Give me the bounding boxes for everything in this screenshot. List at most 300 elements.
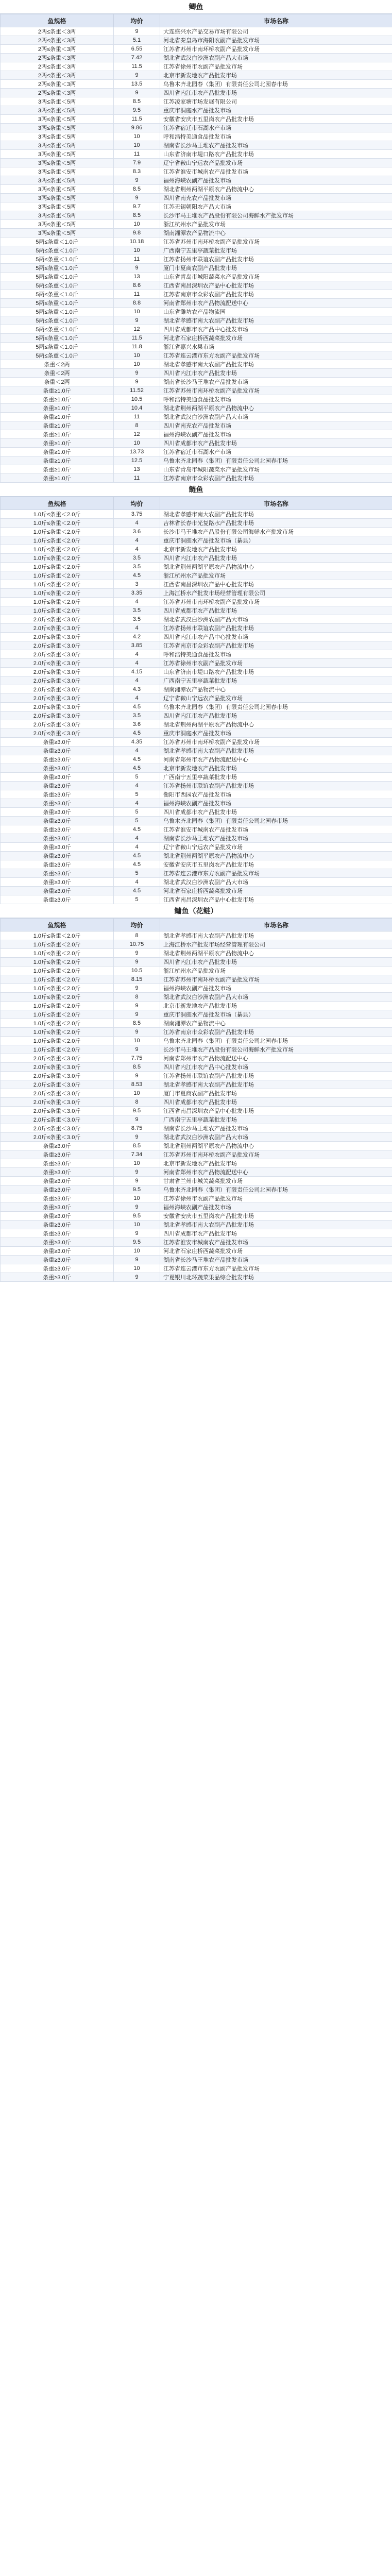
- spec-cell: 1.0斤≤条重＜2.0斤: [1, 931, 114, 940]
- table-row: [1, 668, 392, 676]
- price-cell: 11.5: [114, 334, 160, 343]
- market-cell: 安徽省安庆市五里岗农产品批发市场: [160, 115, 392, 124]
- price-cell: 9.8: [114, 229, 160, 238]
- spec-cell: 条重≥3.0斤: [1, 1203, 114, 1212]
- table-row: [1, 325, 392, 334]
- price-cell: 5: [114, 773, 160, 782]
- price-cell: 4: [114, 545, 160, 554]
- price-cell: 7.42: [114, 54, 160, 62]
- spec-cell: 条重≥1.0斤: [1, 430, 114, 439]
- table-row: [1, 975, 392, 984]
- spec-cell: 条重≥1.0斤: [1, 465, 114, 474]
- price-cell: 4: [114, 834, 160, 843]
- spec-cell: 2.0斤≤条重＜3.0斤: [1, 1089, 114, 1098]
- table-row: [1, 703, 392, 711]
- price-cell: 3.5: [114, 615, 160, 624]
- market-cell: 衡阳市西园农产品批发市场: [160, 790, 392, 799]
- spec-cell: 条重≥3.0斤: [1, 843, 114, 852]
- price-cell: 3.6: [114, 720, 160, 729]
- price-cell: 9.5: [114, 106, 160, 115]
- table-row: [1, 246, 392, 255]
- spec-cell: 2.0斤≤条重＜3.0斤: [1, 615, 114, 624]
- market-cell: 湖北省孝感市南大农副产品批发市场: [160, 510, 392, 519]
- market-cell: 甘肃省兰州市城关蔬菜批发市场: [160, 1177, 392, 1185]
- market-cell: 湖北省孝感市南大农副产品批发市场: [160, 360, 392, 369]
- table-row: [1, 895, 392, 904]
- market-cell: 河南省郑州市农产品物流配送中心: [160, 299, 392, 308]
- table-row: [1, 931, 392, 940]
- price-cell: 12: [114, 430, 160, 439]
- table-row: [1, 1221, 392, 1229]
- market-cell: 呼和浩特美通食品批发市场: [160, 132, 392, 141]
- table-row: [1, 825, 392, 834]
- table-row: [1, 45, 392, 54]
- spec-cell: 条重≥3.0斤: [1, 799, 114, 808]
- spec-cell: 条重≥3.0斤: [1, 1229, 114, 1238]
- market-cell: 江苏省苏州市南环桥农副产品批发市场: [160, 1150, 392, 1159]
- table-row: [1, 1142, 392, 1150]
- table-row: [1, 220, 392, 229]
- price-cell: 4: [114, 598, 160, 606]
- table-row: [1, 1133, 392, 1142]
- table-row: [1, 949, 392, 958]
- market-cell: 广西南宁五里亭蔬菜批发市场: [160, 1115, 392, 1124]
- table-row: [1, 1203, 392, 1212]
- spec-cell: 1.0斤≤条重＜2.0斤: [1, 967, 114, 975]
- table-row: [1, 694, 392, 703]
- spec-cell: 条重≥1.0斤: [1, 413, 114, 421]
- spec-cell: 3两≤条重＜5两: [1, 141, 114, 150]
- price-cell: 10: [114, 132, 160, 141]
- spec-cell: 3两≤条重＜5两: [1, 229, 114, 238]
- market-cell: 广西南宁五里亭蔬菜批发市场: [160, 676, 392, 685]
- table-row: [1, 1028, 392, 1037]
- table-row: [1, 1168, 392, 1177]
- table-header-row: [1, 14, 392, 27]
- price-cell: 10: [114, 141, 160, 150]
- market-cell: 河北省石家庄桥西蔬菜批发市场: [160, 887, 392, 895]
- market-cell: 山东省济南市堤口路农产品批发市场: [160, 150, 392, 159]
- spec-cell: 条重≥1.0斤: [1, 439, 114, 448]
- price-cell: 3.5: [114, 554, 160, 563]
- market-cell: 湖北省孝感市南大农副产品批发市场: [160, 316, 392, 325]
- section-title: 鳙鱼（花鲢）: [0, 904, 392, 918]
- price-cell: 3.6: [114, 528, 160, 536]
- market-cell: 厦门市夏商农副产品批发市场: [160, 264, 392, 273]
- table-row: [1, 378, 392, 386]
- price-cell: 4.15: [114, 668, 160, 676]
- market-cell: 北京市新发地农产品批发市场: [160, 71, 392, 80]
- table-row: [1, 132, 392, 141]
- market-cell: 江苏省苏州市南环桥农副产品批发市场: [160, 975, 392, 984]
- price-cell: 9: [114, 1203, 160, 1212]
- price-cell: 10: [114, 1264, 160, 1273]
- market-cell: 四川省内江市农产品中心批发市场: [160, 1063, 392, 1072]
- market-cell: 长沙市马王堆农产品股份有限公司海鲜水产批发市场: [160, 528, 392, 536]
- table-row: [1, 202, 392, 211]
- table-row: [1, 729, 392, 738]
- price-cell: 4: [114, 747, 160, 755]
- spec-cell: 1.0斤≤条重＜2.0斤: [1, 1010, 114, 1019]
- price-cell: 7.9: [114, 159, 160, 167]
- table-row: [1, 1177, 392, 1185]
- spec-cell: 3两≤条重＜5两: [1, 115, 114, 124]
- table-row: [1, 290, 392, 299]
- price-cell: 10: [114, 220, 160, 229]
- table-row: [1, 589, 392, 598]
- market-cell: 湖北省武汉白沙洲农副产品大市场: [160, 615, 392, 624]
- price-document: [0, 0, 392, 1282]
- spec-cell: 2.0斤≤条重＜3.0斤: [1, 1054, 114, 1063]
- table-row: [1, 641, 392, 650]
- price-cell: 11.5: [114, 115, 160, 124]
- market-cell: 河北省石家庄桥西蔬菜批发市场: [160, 1247, 392, 1256]
- price-cell: 4.2: [114, 633, 160, 641]
- price-cell: 13.73: [114, 448, 160, 456]
- market-cell: 四川省内江市农产品批发市场: [160, 89, 392, 97]
- spec-cell: 条重≥3.0斤: [1, 817, 114, 825]
- market-cell: 四川省南充农产品批发市场: [160, 194, 392, 202]
- market-cell: 江苏省南京市众彩农副产品批发市场: [160, 1028, 392, 1037]
- spec-cell: 条重≥3.0斤: [1, 1238, 114, 1247]
- market-cell: 湖北省武汉白沙洲农副产品大市场: [160, 54, 392, 62]
- table-row: [1, 343, 392, 351]
- price-cell: 5: [114, 790, 160, 799]
- column-header-price: 均价: [114, 14, 160, 27]
- spec-cell: 2.0斤≤条重＜3.0斤: [1, 650, 114, 659]
- table-row: [1, 817, 392, 825]
- price-cell: 3.5: [114, 563, 160, 571]
- spec-cell: 1.0斤≤条重＜2.0斤: [1, 563, 114, 571]
- market-cell: 江苏省扬州市联谊农副产品批发市场: [160, 782, 392, 790]
- table-row: [1, 1273, 392, 1282]
- spec-cell: 1.0斤≤条重＜2.0斤: [1, 580, 114, 589]
- table-row: [1, 54, 392, 62]
- market-cell: 四川省内江市农产品中心批发市场: [160, 633, 392, 641]
- market-cell: 江苏省南京市众彩农副产品批发市场: [160, 641, 392, 650]
- price-cell: 8.53: [114, 1080, 160, 1089]
- spec-cell: 1.0斤≤条重＜2.0斤: [1, 1045, 114, 1054]
- price-cell: 4: [114, 799, 160, 808]
- spec-cell: 5两≤条重＜1.0斤: [1, 290, 114, 299]
- spec-cell: 1.0斤≤条重＜2.0斤: [1, 975, 114, 984]
- market-cell: 四川省内江市农产品批发市场: [160, 958, 392, 967]
- price-cell: 11: [114, 474, 160, 483]
- market-cell: 江西省南昌深圳农产品中心批发市场: [160, 580, 392, 589]
- table-row: [1, 580, 392, 589]
- price-cell: 11: [114, 290, 160, 299]
- market-cell: 湖北省荆州两湖平原农产品物流中心: [160, 1142, 392, 1150]
- price-cell: 10: [114, 439, 160, 448]
- market-cell: 北京市新发地农产品批发市场: [160, 1159, 392, 1168]
- price-cell: 10.4: [114, 404, 160, 413]
- market-cell: 江西省南昌深圳农产品中心批发市场: [160, 895, 392, 904]
- market-cell: 湖北省孝感市南大农副产品批发市场: [160, 1080, 392, 1089]
- table-row: [1, 334, 392, 343]
- spec-cell: 1.0斤≤条重＜2.0斤: [1, 510, 114, 519]
- market-cell: 湖北省荆州两湖平原农产品物流中心: [160, 563, 392, 571]
- price-cell: 9.5: [114, 1185, 160, 1194]
- price-cell: 8.5: [114, 211, 160, 220]
- table-row: [1, 887, 392, 895]
- spec-cell: 2两≤条重＜3两: [1, 80, 114, 89]
- spec-cell: 2.0斤≤条重＜3.0斤: [1, 641, 114, 650]
- market-cell: 江苏省南京市众彩农副产品批发市场: [160, 474, 392, 483]
- spec-cell: 3两≤条重＜5两: [1, 194, 114, 202]
- price-cell: 12: [114, 325, 160, 334]
- section-title: 鲢鱼: [0, 483, 392, 497]
- market-cell: 浙江杭州水产品批发市场: [160, 571, 392, 580]
- table-row: [1, 878, 392, 887]
- table-row: [1, 738, 392, 747]
- market-cell: 四川省成都市农产品批发市场: [160, 1098, 392, 1107]
- table-row: [1, 36, 392, 45]
- table-row: [1, 115, 392, 124]
- market-cell: 江苏省徐州市农副产品批发市场: [160, 1194, 392, 1203]
- table-row: [1, 984, 392, 993]
- table-row: [1, 255, 392, 264]
- spec-cell: 3两≤条重＜5两: [1, 132, 114, 141]
- market-cell: 江西省南昌深圳农产品中心批发市场: [160, 281, 392, 290]
- price-cell: 9: [114, 1028, 160, 1037]
- spec-cell: 2两≤条重＜3两: [1, 62, 114, 71]
- market-cell: 江苏省苏州市南环桥农副产品批发市场: [160, 238, 392, 246]
- price-table: [0, 14, 392, 483]
- spec-cell: 1.0斤≤条重＜2.0斤: [1, 554, 114, 563]
- market-cell: 浙江省嘉兴水果市场: [160, 343, 392, 351]
- market-cell: 湖南湘潭农产品物流中心: [160, 685, 392, 694]
- table-row: [1, 993, 392, 1002]
- price-cell: 9: [114, 71, 160, 80]
- market-cell: 河北省石家庄桥西蔬菜批发市场: [160, 334, 392, 343]
- price-cell: 12.5: [114, 456, 160, 465]
- spec-cell: 2.0斤≤条重＜3.0斤: [1, 729, 114, 738]
- spec-cell: 3两≤条重＜5两: [1, 159, 114, 167]
- spec-cell: 3两≤条重＜5两: [1, 185, 114, 194]
- market-cell: 湖南省长沙马王堆农产品批发市场: [160, 1124, 392, 1133]
- table-row: [1, 439, 392, 448]
- table-row: [1, 799, 392, 808]
- price-cell: 9.5: [114, 1238, 160, 1247]
- market-cell: 大连盛兴水产品交易市场有限公司: [160, 27, 392, 36]
- table-row: [1, 536, 392, 545]
- market-cell: 四川省成都市农产品批发市场: [160, 606, 392, 615]
- spec-cell: 2.0斤≤条重＜3.0斤: [1, 711, 114, 720]
- table-row: [1, 676, 392, 685]
- market-cell: 湖南省长沙马王堆农产品批发市场: [160, 834, 392, 843]
- price-cell: 4.5: [114, 825, 160, 834]
- spec-cell: 2.0斤≤条重＜3.0斤: [1, 1063, 114, 1072]
- market-cell: 湖北省武汉白沙洲农副产品大市场: [160, 1133, 392, 1142]
- table-row: [1, 1256, 392, 1264]
- price-cell: 5: [114, 869, 160, 878]
- table-header-row: [1, 919, 392, 931]
- market-cell: 江苏省南京市众彩农副产品批发市场: [160, 290, 392, 299]
- market-cell: 江苏省连云港市东方农副产品批发市场: [160, 1264, 392, 1273]
- table-row: [1, 790, 392, 799]
- spec-cell: 1.0斤≤条重＜2.0斤: [1, 1028, 114, 1037]
- table-row: [1, 421, 392, 430]
- table-row: [1, 1238, 392, 1247]
- market-cell: 广西南宁五里亭蔬菜批发市场: [160, 246, 392, 255]
- table-row: [1, 97, 392, 106]
- table-row: [1, 106, 392, 115]
- spec-cell: 条重≥1.0斤: [1, 474, 114, 483]
- price-cell: 9: [114, 1133, 160, 1142]
- market-cell: 江苏省扬州市联谊农副产品批发市场: [160, 255, 392, 264]
- table-row: [1, 967, 392, 975]
- price-cell: 11: [114, 255, 160, 264]
- table-row: [1, 650, 392, 659]
- price-cell: 4: [114, 782, 160, 790]
- spec-cell: 条重≥3.0斤: [1, 738, 114, 747]
- market-cell: 河南省郑州市农产品物流配送中心: [160, 755, 392, 764]
- spec-cell: 条重≥3.0斤: [1, 1256, 114, 1264]
- price-cell: 3.85: [114, 641, 160, 650]
- table-row: [1, 273, 392, 281]
- market-cell: 福州海峡农副产品批发市场: [160, 176, 392, 185]
- table-row: [1, 474, 392, 483]
- spec-cell: 5两≤条重＜1.0斤: [1, 325, 114, 334]
- spec-cell: 1.0斤≤条重＜2.0斤: [1, 958, 114, 967]
- price-cell: 10: [114, 1194, 160, 1203]
- price-table: [0, 918, 392, 1282]
- spec-cell: 3两≤条重＜5两: [1, 150, 114, 159]
- price-cell: 9.5: [114, 1107, 160, 1115]
- price-cell: 10: [114, 1037, 160, 1045]
- table-row: [1, 351, 392, 360]
- table-row: [1, 281, 392, 290]
- spec-cell: 1.0斤≤条重＜2.0斤: [1, 536, 114, 545]
- price-cell: 4.5: [114, 703, 160, 711]
- market-cell: 呼和浩特美通食品批发市场: [160, 650, 392, 659]
- table-row: [1, 852, 392, 860]
- price-cell: 4.5: [114, 764, 160, 773]
- price-cell: 4: [114, 878, 160, 887]
- table-row: [1, 1107, 392, 1115]
- spec-cell: 1.0斤≤条重＜2.0斤: [1, 519, 114, 528]
- table-row: [1, 167, 392, 176]
- spec-cell: 5两≤条重＜1.0斤: [1, 281, 114, 290]
- price-cell: 8.5: [114, 97, 160, 106]
- table-row: [1, 808, 392, 817]
- fish-section: [0, 904, 392, 1282]
- spec-cell: 条重≥3.0斤: [1, 852, 114, 860]
- table-row: [1, 755, 392, 764]
- price-cell: 10: [114, 1221, 160, 1229]
- spec-cell: 条重≥3.0斤: [1, 790, 114, 799]
- table-row: [1, 89, 392, 97]
- market-cell: 河北省秦皇岛市海阳农副产品批发市场: [160, 36, 392, 45]
- market-cell: 河南省郑州市农产品物流配送中心: [160, 1168, 392, 1177]
- table-row: [1, 782, 392, 790]
- market-cell: 四川省内江市农产品批发市场: [160, 369, 392, 378]
- spec-cell: 条重≥3.0斤: [1, 1194, 114, 1203]
- column-header-spec: 鱼规格: [1, 919, 114, 931]
- spec-cell: 条重≥3.0斤: [1, 773, 114, 782]
- column-header-price: 均价: [114, 919, 160, 931]
- table-row: [1, 1150, 392, 1159]
- market-cell: 四川省成都市农产品批发市场: [160, 808, 392, 817]
- table-row: [1, 1229, 392, 1238]
- market-cell: 湖北省荆州两湖平原农产品物流中心: [160, 949, 392, 958]
- price-cell: 9: [114, 194, 160, 202]
- price-cell: 4: [114, 694, 160, 703]
- price-cell: 8.15: [114, 975, 160, 984]
- price-cell: 13.5: [114, 80, 160, 89]
- spec-cell: 2.0斤≤条重＜3.0斤: [1, 1080, 114, 1089]
- price-cell: 3.5: [114, 711, 160, 720]
- price-cell: 9: [114, 1229, 160, 1238]
- table-row: [1, 1054, 392, 1063]
- price-cell: 3.5: [114, 606, 160, 615]
- price-cell: 9: [114, 1115, 160, 1124]
- price-cell: 4: [114, 843, 160, 852]
- table-row: [1, 519, 392, 528]
- market-cell: 乌鲁木齐北园春（集团）有限责任公司北园春市场: [160, 817, 392, 825]
- table-row: [1, 633, 392, 641]
- column-header-market: 市场名称: [160, 14, 392, 27]
- market-cell: 湖北省荆州两湖平原农产品物流中心: [160, 852, 392, 860]
- price-cell: 10: [114, 351, 160, 360]
- spec-cell: 3两≤条重＜5两: [1, 124, 114, 132]
- price-cell: 8: [114, 421, 160, 430]
- price-cell: 9: [114, 27, 160, 36]
- market-cell: 辽宁省鞍山宁远农产品批发市场: [160, 843, 392, 852]
- market-cell: 江苏凌家塘市场发展有限公司: [160, 97, 392, 106]
- market-cell: 江苏省淮安市城南农产品批发市场: [160, 167, 392, 176]
- market-cell: 福州海峡农副产品批发市场: [160, 1203, 392, 1212]
- table-row: [1, 1159, 392, 1168]
- spec-cell: 条重≥3.0斤: [1, 834, 114, 843]
- market-cell: 乌鲁木齐北园春（集团）有限责任公司北园春市场: [160, 80, 392, 89]
- price-cell: 4: [114, 650, 160, 659]
- market-cell: 江苏省苏州市南环桥农副产品批发市场: [160, 738, 392, 747]
- price-cell: 9: [114, 1045, 160, 1054]
- spec-cell: 2两≤条重＜3两: [1, 45, 114, 54]
- market-cell: 江苏省徐州市农副产品批发市场: [160, 62, 392, 71]
- price-cell: 4.3: [114, 685, 160, 694]
- spec-cell: 2两≤条重＜3两: [1, 54, 114, 62]
- table-row: [1, 448, 392, 456]
- fish-section: [0, 483, 392, 904]
- market-cell: 北京市新发地农产品批发市场: [160, 764, 392, 773]
- price-cell: 3: [114, 580, 160, 589]
- table-row: [1, 510, 392, 519]
- table-row: [1, 1002, 392, 1010]
- spec-cell: 条重≥3.0斤: [1, 747, 114, 755]
- market-cell: 浙江杭州水产品批发市场: [160, 220, 392, 229]
- price-cell: 10.75: [114, 940, 160, 949]
- price-cell: 11: [114, 150, 160, 159]
- price-cell: 9: [114, 1273, 160, 1282]
- market-cell: 辽宁省鞍山宁远农产品批发市场: [160, 159, 392, 167]
- spec-cell: 2.0斤≤条重＜3.0斤: [1, 703, 114, 711]
- table-row: [1, 711, 392, 720]
- market-cell: 江苏无锡朝阳农产品大市场: [160, 202, 392, 211]
- spec-cell: 条重≥3.0斤: [1, 1177, 114, 1185]
- table-row: [1, 1124, 392, 1133]
- spec-cell: 1.0斤≤条重＜2.0斤: [1, 528, 114, 536]
- price-cell: 4.5: [114, 729, 160, 738]
- price-cell: 8.5: [114, 1063, 160, 1072]
- spec-cell: 5两≤条重＜1.0斤: [1, 238, 114, 246]
- market-cell: 湖北省孝感市南大农副产品批发市场: [160, 931, 392, 940]
- price-cell: 9.7: [114, 202, 160, 211]
- price-cell: 4: [114, 536, 160, 545]
- spec-cell: 条重≥3.0斤: [1, 869, 114, 878]
- spec-cell: 2两≤条重＜3两: [1, 27, 114, 36]
